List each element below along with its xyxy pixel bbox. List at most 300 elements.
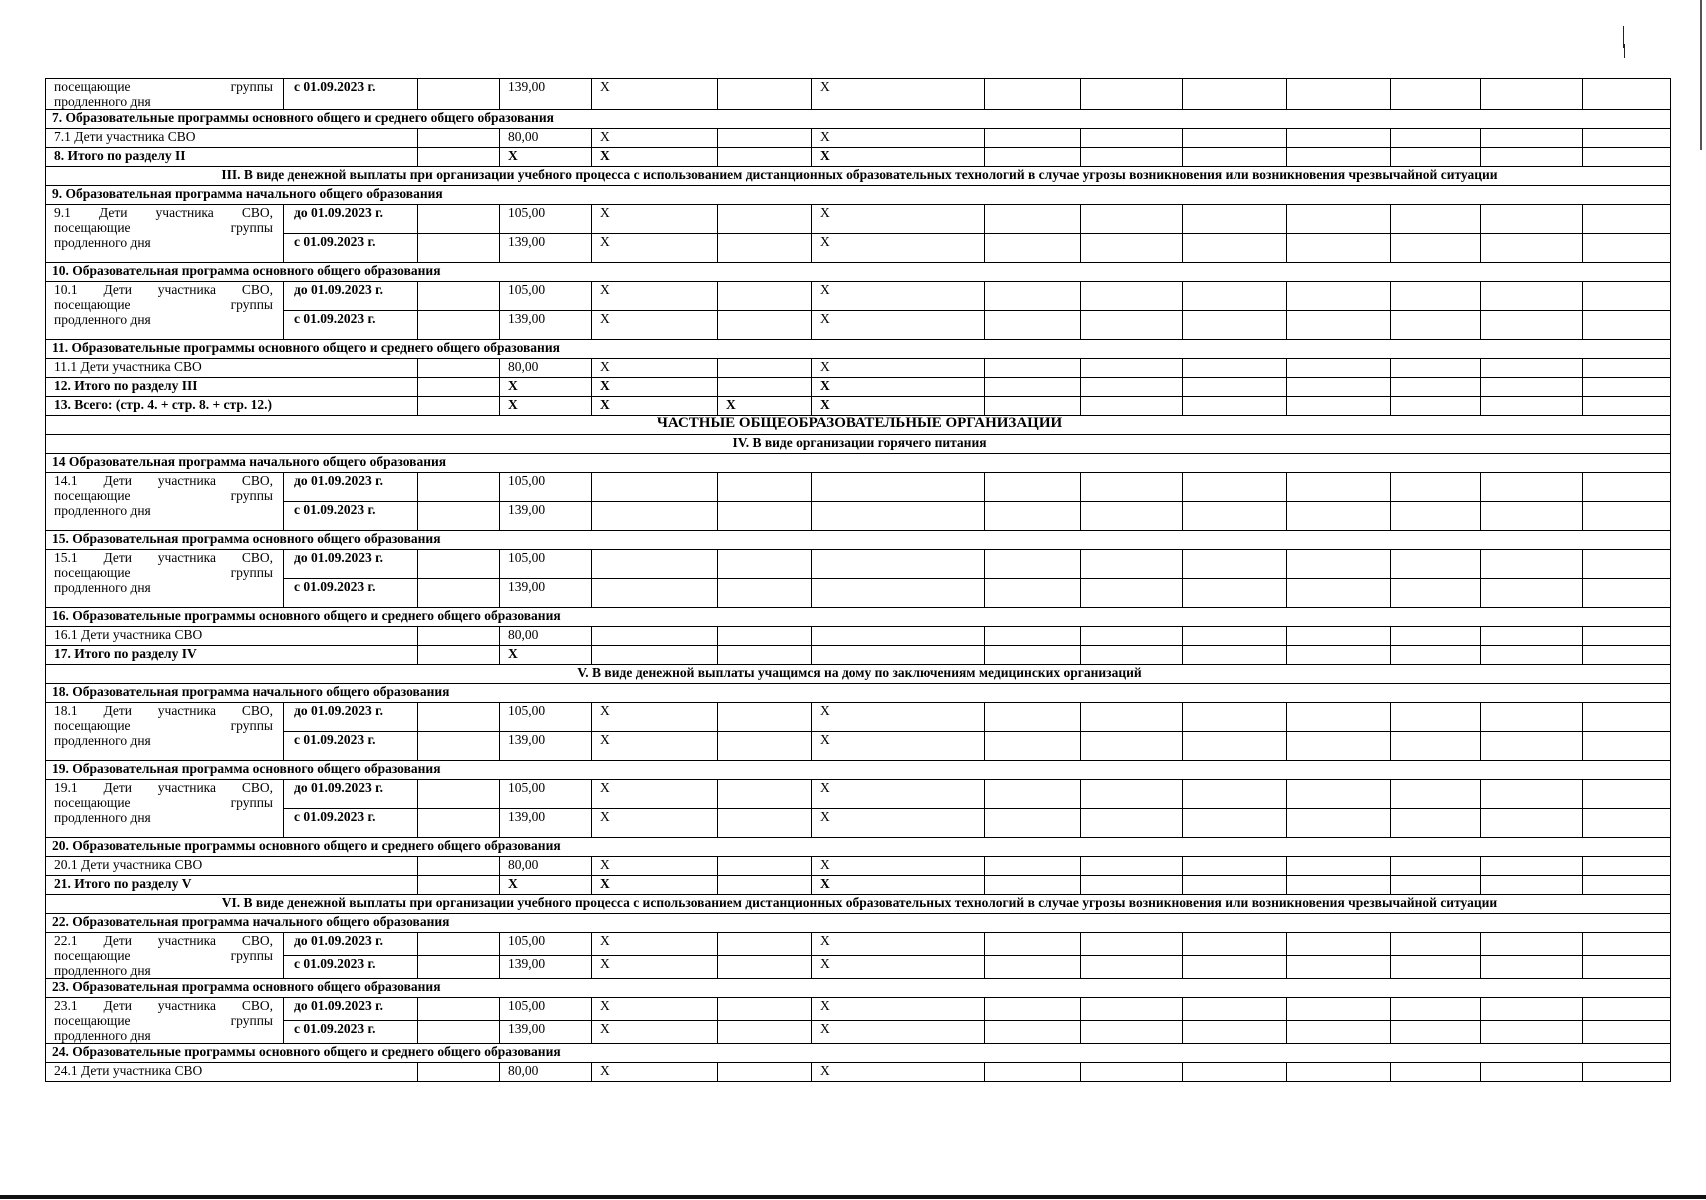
row-label-line (54, 79, 273, 94)
empty-cell (718, 359, 812, 378)
date-cell: с 01.09.2023 г. (284, 732, 418, 761)
table-row (46, 895, 1671, 914)
scan-mark (1700, 0, 1702, 150)
empty-cell (418, 732, 500, 761)
empty-cell (1481, 148, 1583, 167)
table-row (46, 979, 1671, 998)
empty-cell (1287, 956, 1391, 979)
table-body (46, 79, 1671, 1082)
mark-cell: X (592, 956, 718, 979)
empty-cell (1481, 550, 1583, 579)
section-heading: ЧАСТНЫЕ ОБЩЕОБРАЗОВАТЕЛЬНЫЕ ОРГАНИЗАЦИИ (46, 416, 1671, 435)
row-label (46, 703, 284, 761)
empty-cell (418, 933, 500, 956)
mark-cell: X (500, 646, 592, 665)
amount-cell: 105,00 (500, 473, 592, 502)
empty-cell (985, 809, 1081, 838)
empty-cell (718, 627, 812, 646)
mark-cell: X (592, 282, 718, 311)
label-word: группы (230, 297, 273, 312)
mark-cell: X (592, 732, 718, 761)
empty-cell (718, 579, 812, 608)
empty-cell (1583, 473, 1671, 502)
empty-cell (1391, 646, 1481, 665)
empty-cell (1081, 956, 1183, 979)
empty-cell (1391, 234, 1481, 263)
mark-cell: X (812, 359, 985, 378)
empty-cell (985, 473, 1081, 502)
empty-cell (1081, 311, 1183, 340)
row-label-line: 19.1 Дети участника СВО, (54, 780, 273, 795)
table-row (46, 646, 1671, 665)
table-row (46, 148, 1671, 167)
empty-cell (812, 646, 985, 665)
empty-cell (1287, 79, 1391, 110)
empty-cell (1081, 550, 1183, 579)
row-label: 24.1 Дети участника СВО (46, 1063, 418, 1082)
empty-cell (1583, 933, 1671, 956)
empty-cell (1481, 205, 1583, 234)
mark-cell: X (592, 129, 718, 148)
empty-cell (418, 79, 500, 110)
row-label-line: 23.1 Дети участника СВО, (54, 998, 273, 1013)
empty-cell (1391, 780, 1481, 809)
mark-cell: X (592, 378, 718, 397)
empty-cell (1081, 627, 1183, 646)
mark-cell: X (812, 205, 985, 234)
table-row (46, 340, 1671, 359)
mark-cell: X (812, 732, 985, 761)
row-label-line (54, 565, 273, 580)
mark-cell: X (812, 956, 985, 979)
empty-cell (718, 1021, 812, 1044)
table-row (46, 186, 1671, 205)
empty-cell (1583, 1021, 1671, 1044)
mark-cell: X (592, 205, 718, 234)
empty-cell (985, 1021, 1081, 1044)
empty-cell (1183, 809, 1287, 838)
date-cell: с 01.09.2023 г. (284, 579, 418, 608)
date-cell: с 01.09.2023 г. (284, 956, 418, 979)
row-label-line (54, 948, 273, 963)
empty-cell (418, 397, 500, 416)
label-word: посещающие (54, 220, 131, 235)
empty-cell (1481, 79, 1583, 110)
date-cell: с 01.09.2023 г. (284, 79, 418, 110)
row-label (46, 282, 284, 340)
empty-cell (1481, 502, 1583, 531)
empty-cell (1391, 397, 1481, 416)
empty-cell (1183, 956, 1287, 979)
date-cell: до 01.09.2023 г. (284, 282, 418, 311)
empty-cell (1583, 998, 1671, 1021)
row-label-line: 10.1 Дети участника СВО, (54, 282, 273, 297)
empty-cell (418, 359, 500, 378)
empty-cell (812, 579, 985, 608)
empty-cell (1481, 397, 1583, 416)
empty-cell (1583, 857, 1671, 876)
row-label-line: продленного дня (54, 580, 151, 595)
empty-cell (1481, 956, 1583, 979)
empty-cell (1583, 627, 1671, 646)
empty-cell (1081, 857, 1183, 876)
empty-cell (985, 129, 1081, 148)
row-label (46, 933, 284, 979)
mark-cell: X (812, 703, 985, 732)
section-heading: 11. Образовательные программы основного общего и среднего общего образования (46, 340, 1671, 359)
empty-cell (1583, 809, 1671, 838)
empty-cell (985, 627, 1081, 646)
date-cell: до 01.09.2023 г. (284, 933, 418, 956)
empty-cell (1287, 311, 1391, 340)
empty-cell (1583, 703, 1671, 732)
amount-cell: 105,00 (500, 703, 592, 732)
empty-cell (1081, 129, 1183, 148)
row-label-line: продленного дня (54, 733, 151, 748)
table-row (46, 129, 1671, 148)
empty-cell (418, 876, 500, 895)
empty-cell (1287, 627, 1391, 646)
row-label: 17. Итого по разделу IV (46, 646, 418, 665)
page-bottom-line (0, 1195, 1706, 1199)
empty-cell (718, 780, 812, 809)
empty-cell (1183, 732, 1287, 761)
empty-cell (1583, 646, 1671, 665)
empty-cell (1081, 205, 1183, 234)
empty-cell (985, 397, 1081, 416)
empty-cell (985, 646, 1081, 665)
empty-cell (1183, 933, 1287, 956)
empty-cell (718, 550, 812, 579)
empty-cell (418, 956, 500, 979)
empty-cell (418, 809, 500, 838)
table-row (46, 435, 1671, 454)
mark-cell: X (812, 378, 985, 397)
empty-cell (1481, 809, 1583, 838)
empty-cell (1583, 1063, 1671, 1082)
row-label-line (54, 718, 273, 733)
table-row (46, 998, 1671, 1021)
amount-cell: 105,00 (500, 933, 592, 956)
mark-cell: X (592, 311, 718, 340)
empty-cell (1183, 282, 1287, 311)
mark-cell: X (812, 933, 985, 956)
empty-cell (1391, 732, 1481, 761)
empty-cell (718, 205, 812, 234)
empty-cell (418, 998, 500, 1021)
table-row (46, 167, 1671, 186)
empty-cell (1287, 809, 1391, 838)
empty-cell (718, 129, 812, 148)
row-label: 8. Итого по разделу II (46, 148, 418, 167)
empty-cell (418, 311, 500, 340)
amount-cell: 139,00 (500, 809, 592, 838)
row-label (46, 780, 284, 838)
mark-cell: X (592, 857, 718, 876)
table-row (46, 627, 1671, 646)
amount-cell: 80,00 (500, 1063, 592, 1082)
mark-cell: X (592, 1063, 718, 1082)
row-label: 11.1 Дети участника СВО (46, 359, 418, 378)
section-heading: VI. В виде денежной выплаты при организации учебного процесса с использованием дистанционных образовательных технологий в случае угрозы возникновения или возникновения чрезвычайной ситуации (46, 895, 1671, 914)
row-label-line (54, 1013, 273, 1028)
empty-cell (1481, 876, 1583, 895)
mark-cell: X (812, 857, 985, 876)
empty-cell (1481, 579, 1583, 608)
empty-cell (1481, 933, 1583, 956)
empty-cell (1287, 397, 1391, 416)
empty-cell (718, 809, 812, 838)
empty-cell (1481, 857, 1583, 876)
amount-cell: 139,00 (500, 1021, 592, 1044)
empty-cell (1287, 1021, 1391, 1044)
empty-cell (1183, 79, 1287, 110)
row-label-line: продленного дня (54, 312, 151, 327)
date-cell: до 01.09.2023 г. (284, 550, 418, 579)
empty-cell (1391, 359, 1481, 378)
label-word: группы (230, 488, 273, 503)
empty-cell (1391, 627, 1481, 646)
empty-cell (1183, 311, 1287, 340)
label-word: группы (230, 795, 273, 810)
empty-cell (1183, 148, 1287, 167)
empty-cell (1583, 234, 1671, 263)
empty-cell (1183, 780, 1287, 809)
empty-cell (1481, 378, 1583, 397)
empty-cell (1391, 1021, 1481, 1044)
empty-cell (985, 550, 1081, 579)
mark-cell: X (592, 809, 718, 838)
empty-cell (1583, 780, 1671, 809)
mark-cell: X (812, 397, 985, 416)
empty-cell (1391, 378, 1481, 397)
empty-cell (592, 627, 718, 646)
row-label: 12. Итого по разделу III (46, 378, 418, 397)
empty-cell (985, 732, 1081, 761)
mark-cell: X (812, 998, 985, 1021)
label-word: группы (230, 718, 273, 733)
empty-cell (1583, 378, 1671, 397)
empty-cell (812, 473, 985, 502)
table-row (46, 110, 1671, 129)
empty-cell (718, 473, 812, 502)
empty-cell (718, 857, 812, 876)
mark-cell: X (592, 234, 718, 263)
section-heading: 9. Образовательная программа начального общего образования (46, 186, 1671, 205)
table-row (46, 502, 1671, 531)
table-row (46, 234, 1671, 263)
empty-cell (1391, 205, 1481, 234)
mark-cell: X (592, 998, 718, 1021)
empty-cell (1481, 282, 1583, 311)
empty-cell (1183, 627, 1287, 646)
table-row (46, 454, 1671, 473)
empty-cell (1081, 579, 1183, 608)
empty-cell (985, 148, 1081, 167)
empty-cell (418, 473, 500, 502)
mark-cell: X (812, 876, 985, 895)
empty-cell (1481, 646, 1583, 665)
empty-cell (718, 998, 812, 1021)
empty-cell (1183, 876, 1287, 895)
empty-cell (1391, 956, 1481, 979)
empty-cell (718, 703, 812, 732)
mark-cell: X (500, 378, 592, 397)
date-cell: до 01.09.2023 г. (284, 205, 418, 234)
empty-cell (418, 234, 500, 263)
section-heading: 19. Образовательная программа основного общего образования (46, 761, 1671, 780)
table-row (46, 933, 1671, 956)
table-row (46, 397, 1671, 416)
empty-cell (1183, 234, 1287, 263)
empty-cell (1081, 502, 1183, 531)
empty-cell (1481, 359, 1583, 378)
date-cell: с 01.09.2023 г. (284, 1021, 418, 1044)
empty-cell (1287, 703, 1391, 732)
empty-cell (812, 502, 985, 531)
row-label-line: 14.1 Дети участника СВО, (54, 473, 273, 488)
table-row (46, 1063, 1671, 1082)
table-row (46, 857, 1671, 876)
empty-cell (1081, 780, 1183, 809)
amount-cell: 139,00 (500, 956, 592, 979)
empty-cell (1391, 473, 1481, 502)
row-label (46, 998, 284, 1044)
row-label-line: продленного дня (54, 1028, 151, 1043)
empty-cell (985, 998, 1081, 1021)
empty-cell (1287, 732, 1391, 761)
section-heading: 18. Образовательная программа начального общего образования (46, 684, 1671, 703)
empty-cell (1583, 502, 1671, 531)
empty-cell (985, 857, 1081, 876)
row-label-line (54, 795, 273, 810)
label-word: посещающие (54, 795, 131, 810)
mark-cell: X (592, 703, 718, 732)
empty-cell (1391, 129, 1481, 148)
label-word: группы (230, 1013, 273, 1028)
amount-cell: 80,00 (500, 627, 592, 646)
label-word: посещающие (54, 488, 131, 503)
empty-cell (985, 282, 1081, 311)
empty-cell (985, 876, 1081, 895)
empty-cell (592, 579, 718, 608)
section-heading: 20. Образовательные программы основного общего и среднего общего образования (46, 838, 1671, 857)
empty-cell (1287, 378, 1391, 397)
mark-cell: X (812, 129, 985, 148)
empty-cell (1183, 1021, 1287, 1044)
empty-cell (1287, 579, 1391, 608)
empty-cell (1183, 378, 1287, 397)
empty-cell (985, 502, 1081, 531)
empty-cell (1081, 234, 1183, 263)
empty-cell (1287, 234, 1391, 263)
empty-cell (418, 627, 500, 646)
label-word: посещающие (54, 565, 131, 580)
row-label-line: продленного дня (54, 94, 151, 109)
empty-cell (985, 359, 1081, 378)
label-word: группы (230, 565, 273, 580)
label-word: посещающие (54, 1013, 131, 1028)
empty-cell (1183, 703, 1287, 732)
empty-cell (1081, 359, 1183, 378)
section-heading: 22. Образовательная программа начального общего образования (46, 914, 1671, 933)
empty-cell (1287, 502, 1391, 531)
empty-cell (1081, 703, 1183, 732)
empty-cell (1481, 473, 1583, 502)
empty-cell (418, 703, 500, 732)
empty-cell (1081, 79, 1183, 110)
empty-cell (718, 311, 812, 340)
empty-cell (718, 282, 812, 311)
row-label: 13. Всего: (стр. 4. + стр. 8. + стр. 12.) (46, 397, 418, 416)
table-row (46, 608, 1671, 627)
empty-cell (1583, 956, 1671, 979)
table-row (46, 665, 1671, 684)
table-row (46, 732, 1671, 761)
empty-cell (1081, 282, 1183, 311)
label-word: группы (230, 220, 273, 235)
mark-cell: X (592, 359, 718, 378)
empty-cell (1391, 502, 1481, 531)
row-label (46, 79, 284, 110)
empty-cell (985, 703, 1081, 732)
date-cell: до 01.09.2023 г. (284, 703, 418, 732)
empty-cell (718, 234, 812, 263)
label-word: посещающие (54, 297, 131, 312)
empty-cell (1081, 148, 1183, 167)
section-heading: 14 Образовательная программа начального общего образования (46, 454, 1671, 473)
empty-cell (718, 732, 812, 761)
amount-cell: 139,00 (500, 579, 592, 608)
empty-cell (1583, 397, 1671, 416)
row-label: 16.1 Дети участника СВО (46, 627, 418, 646)
empty-cell (1583, 79, 1671, 110)
empty-cell (718, 646, 812, 665)
row-label: 20.1 Дети участника СВО (46, 857, 418, 876)
empty-cell (1391, 282, 1481, 311)
empty-cell (1287, 550, 1391, 579)
mark-cell: X (812, 234, 985, 263)
empty-cell (1481, 627, 1583, 646)
row-label-line: 9.1 Дети участника СВО, (54, 205, 273, 220)
date-cell: с 01.09.2023 г. (284, 311, 418, 340)
empty-cell (718, 1063, 812, 1082)
empty-cell (1081, 1021, 1183, 1044)
table-row (46, 703, 1671, 732)
amount-cell: 105,00 (500, 205, 592, 234)
empty-cell (1183, 129, 1287, 148)
empty-cell (418, 550, 500, 579)
table-row (46, 79, 1671, 110)
empty-cell (1183, 998, 1287, 1021)
empty-cell (418, 857, 500, 876)
empty-cell (1583, 359, 1671, 378)
empty-cell (985, 311, 1081, 340)
table-row (46, 550, 1671, 579)
mark-cell: X (592, 79, 718, 110)
empty-cell (1583, 129, 1671, 148)
empty-cell (1391, 550, 1481, 579)
empty-cell (1391, 148, 1481, 167)
empty-cell (592, 473, 718, 502)
empty-cell (1481, 998, 1583, 1021)
mark-cell: X (812, 79, 985, 110)
row-label-line: продленного дня (54, 810, 151, 825)
empty-cell (1081, 998, 1183, 1021)
empty-cell (1287, 780, 1391, 809)
mark-cell: X (812, 809, 985, 838)
empty-cell (1391, 857, 1481, 876)
